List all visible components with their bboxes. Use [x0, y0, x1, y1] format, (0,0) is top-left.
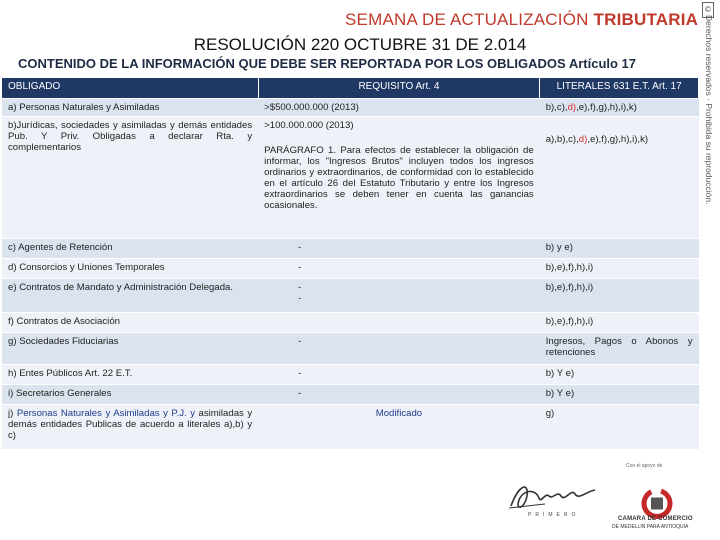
cell-requisito: >$500.000.000 (2013): [258, 99, 540, 117]
cell-requisito: -: [258, 239, 540, 259]
table-row: [2, 313, 699, 333]
cell-requisito: Modificado: [258, 405, 540, 449]
lit-highlight: d): [567, 102, 577, 113]
cell-requisito: -: [258, 385, 540, 405]
column-header-obligado: OBLIGADO: [2, 78, 258, 99]
cell-obligado: e) Contratos de Mandato y Administración Delegada.: [2, 279, 258, 313]
lit-text: ,e),f),g),h),i),k): [587, 134, 649, 145]
cell-literales: g): [540, 405, 699, 449]
cell-literales: b) y e): [540, 239, 699, 259]
page-subtitle: CONTENIDO DE LA INFORMACIÓN QUE DEBE SER REPORTADA POR LOS OBLIGADOS Artículo 17: [18, 56, 637, 71]
cell-literales: b),e),f),h),i): [540, 279, 699, 313]
sponsor-label: Con el apoyo de: [626, 463, 663, 469]
logo-subname: DE MEDELLIN PARA ANTIOQUIA: [612, 524, 689, 530]
cell-requisito: [258, 313, 540, 333]
cell-obligado: h) Entes Públicos Art. 22 E.T.: [2, 365, 258, 385]
column-header-literales: LITERALES 631 E.T. Art. 17: [540, 78, 699, 99]
column-header-requisito: REQUISITO Art. 4: [258, 78, 540, 99]
cell-obligado: i) Secretarios Generales: [2, 385, 258, 405]
banner-text: SEMANA DE ACTUALIZACIÓN: [345, 10, 589, 29]
cell-literales: b) Y e): [540, 365, 699, 385]
cell-obligado: a) Personas Naturales y Asimiladas: [2, 99, 258, 117]
table-row: [2, 117, 699, 239]
cell-literales: Ingresos, Pagos o Abonos y retenciones: [540, 333, 699, 365]
cell-requisito: -: [258, 333, 540, 365]
page-title: RESOLUCIÓN 220 OCTUBRE 31 DE 2.014: [193, 35, 527, 54]
cell-literales: [540, 117, 699, 239]
lit-text: ,e),f),g),h),i),k): [576, 102, 637, 113]
table-row: [2, 405, 699, 449]
table-row: [2, 259, 699, 279]
table-row: [2, 99, 699, 117]
cell-literales: b),e),f),h),i): [540, 313, 699, 333]
obligado-highlight: Personas Naturales y Asimiladas y P.J. y: [16, 408, 196, 419]
cell-obligado: f) Contratos de Asociación: [2, 313, 258, 333]
obligados-table: [2, 78, 699, 449]
cell-literales: [540, 99, 699, 117]
paragraph-note: PARÁGRAFO 1. Para efectos de establecer la obligación de informar, los "Ingresos Brutos" incluyen todos los ingresos ordinarios y extraordinarios, de conformidad con lo establecido en el artículo 26 del Estatuto Tributario y entre los Ingresos extraordinarios se deben tener en cuenta las ganancias ocasionales.: [264, 145, 534, 211]
cell-obligado: b)Jurídicas, sociedades y asimiladas y demás entidades Pub. Y Priv. Obligadas a declarar Rta. y complementarios: [2, 117, 258, 239]
cell-literales: b),e),f),h),i): [540, 259, 699, 279]
cell-requisito: [258, 279, 540, 313]
cell-requisito: -: [258, 365, 540, 385]
table-row: [2, 365, 699, 385]
table-row: [2, 239, 699, 259]
cell-obligado: c) Agentes de Retención: [2, 239, 258, 259]
lit-text: a),b),c),: [545, 134, 579, 145]
cell-obligado: [2, 405, 258, 449]
cell-requisito: [258, 117, 540, 239]
requisito-dash: -: [298, 293, 302, 304]
table-header-row: [2, 78, 699, 99]
table-row: [2, 279, 699, 313]
cell-requisito: -: [258, 259, 540, 279]
cell-obligado: g) Sociedades Fiduciarias: [2, 333, 258, 365]
lit-text: b),c),: [545, 102, 568, 113]
requisito-dash: -: [298, 282, 302, 293]
banner-text-bold: TRIBUTARIA: [593, 10, 699, 29]
event-banner: [345, 10, 698, 30]
logo-name: CAMARA DE COMERCIO: [618, 516, 693, 522]
side-notice-text: Derechos reservados · Prohibida su reproducción.: [704, 15, 714, 205]
cell-literales: b) Y e): [540, 385, 699, 405]
copyright-icon: ©: [702, 2, 714, 18]
signature-caption: PRIMERO: [528, 512, 580, 518]
lit-highlight: d): [578, 134, 588, 145]
obligado-rest: asimiladas y demás entidades Publicas de acuerdo a literales a),b) y c): [8, 408, 253, 441]
table-row: [2, 333, 699, 365]
cell-obligado: d) Consorcios y Uniones Temporales: [2, 259, 258, 279]
requisito-value: >100.000.000 (2013): [264, 120, 354, 131]
obligado-prefix: j): [8, 408, 17, 419]
table-row: [2, 385, 699, 405]
